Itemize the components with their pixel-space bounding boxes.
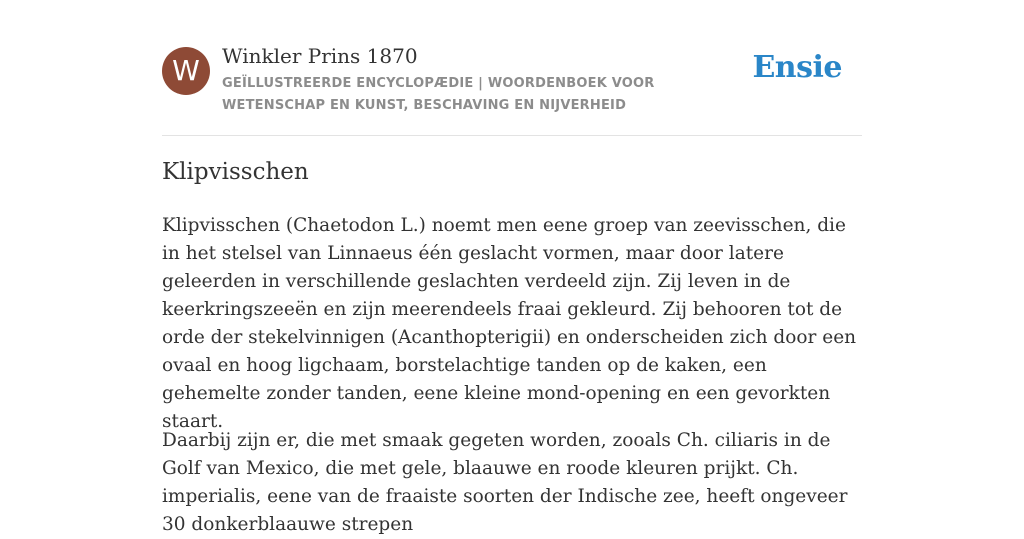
source-header bbox=[162, 0, 862, 136]
source-subtitle: GEÏLLUSTREERDE ENCYCLOPÆDIE | WOORDENBOEK VOOR WETENSCHAP EN KUNST, BESCHAVING EN NIJVERHEID bbox=[222, 76, 655, 113]
page-content bbox=[162, 0, 862, 535]
article-title: Klipvisschen bbox=[162, 159, 309, 185]
source-title-link[interactable]: Winkler Prins 1870 bbox=[222, 44, 418, 68]
ensie-logo[interactable]: Ensie bbox=[752, 50, 842, 85]
source-avatar[interactable]: W bbox=[162, 47, 210, 95]
article-paragraph-1: Klipvisschen (Chaetodon L.) noemt men eene groep van zeevisschen, die in het stelsel van Linnaeus één geslacht vormen, maar door latere geleerden in verschillende geslachten verdeeld zijn. Zij leven in de keerkringszeeën en zijn meerendeels fraai gekleurd. Zij behooren tot de orde der stekelvinnigen (Acanthopterigii) en onderscheiden zich door een ovaal en hoog ligchaam, borstelachtige tanden op de kaken, een gehemelte zonder tanden, eene kleine mond-opening en een gevorkten staart. bbox=[162, 215, 857, 432]
article-paragraph-2: Daarbij zijn er, die met smaak gegeten worden, zooals Ch. ciliaris in de Golf van Mexico, die met gele, blaauwe en roode kleuren prijkt. Ch. imperialis, eene van de fraaiste soorten der Indische zee, heeft ongeveer 30 donkerblaauwe strepen bbox=[162, 430, 848, 535]
